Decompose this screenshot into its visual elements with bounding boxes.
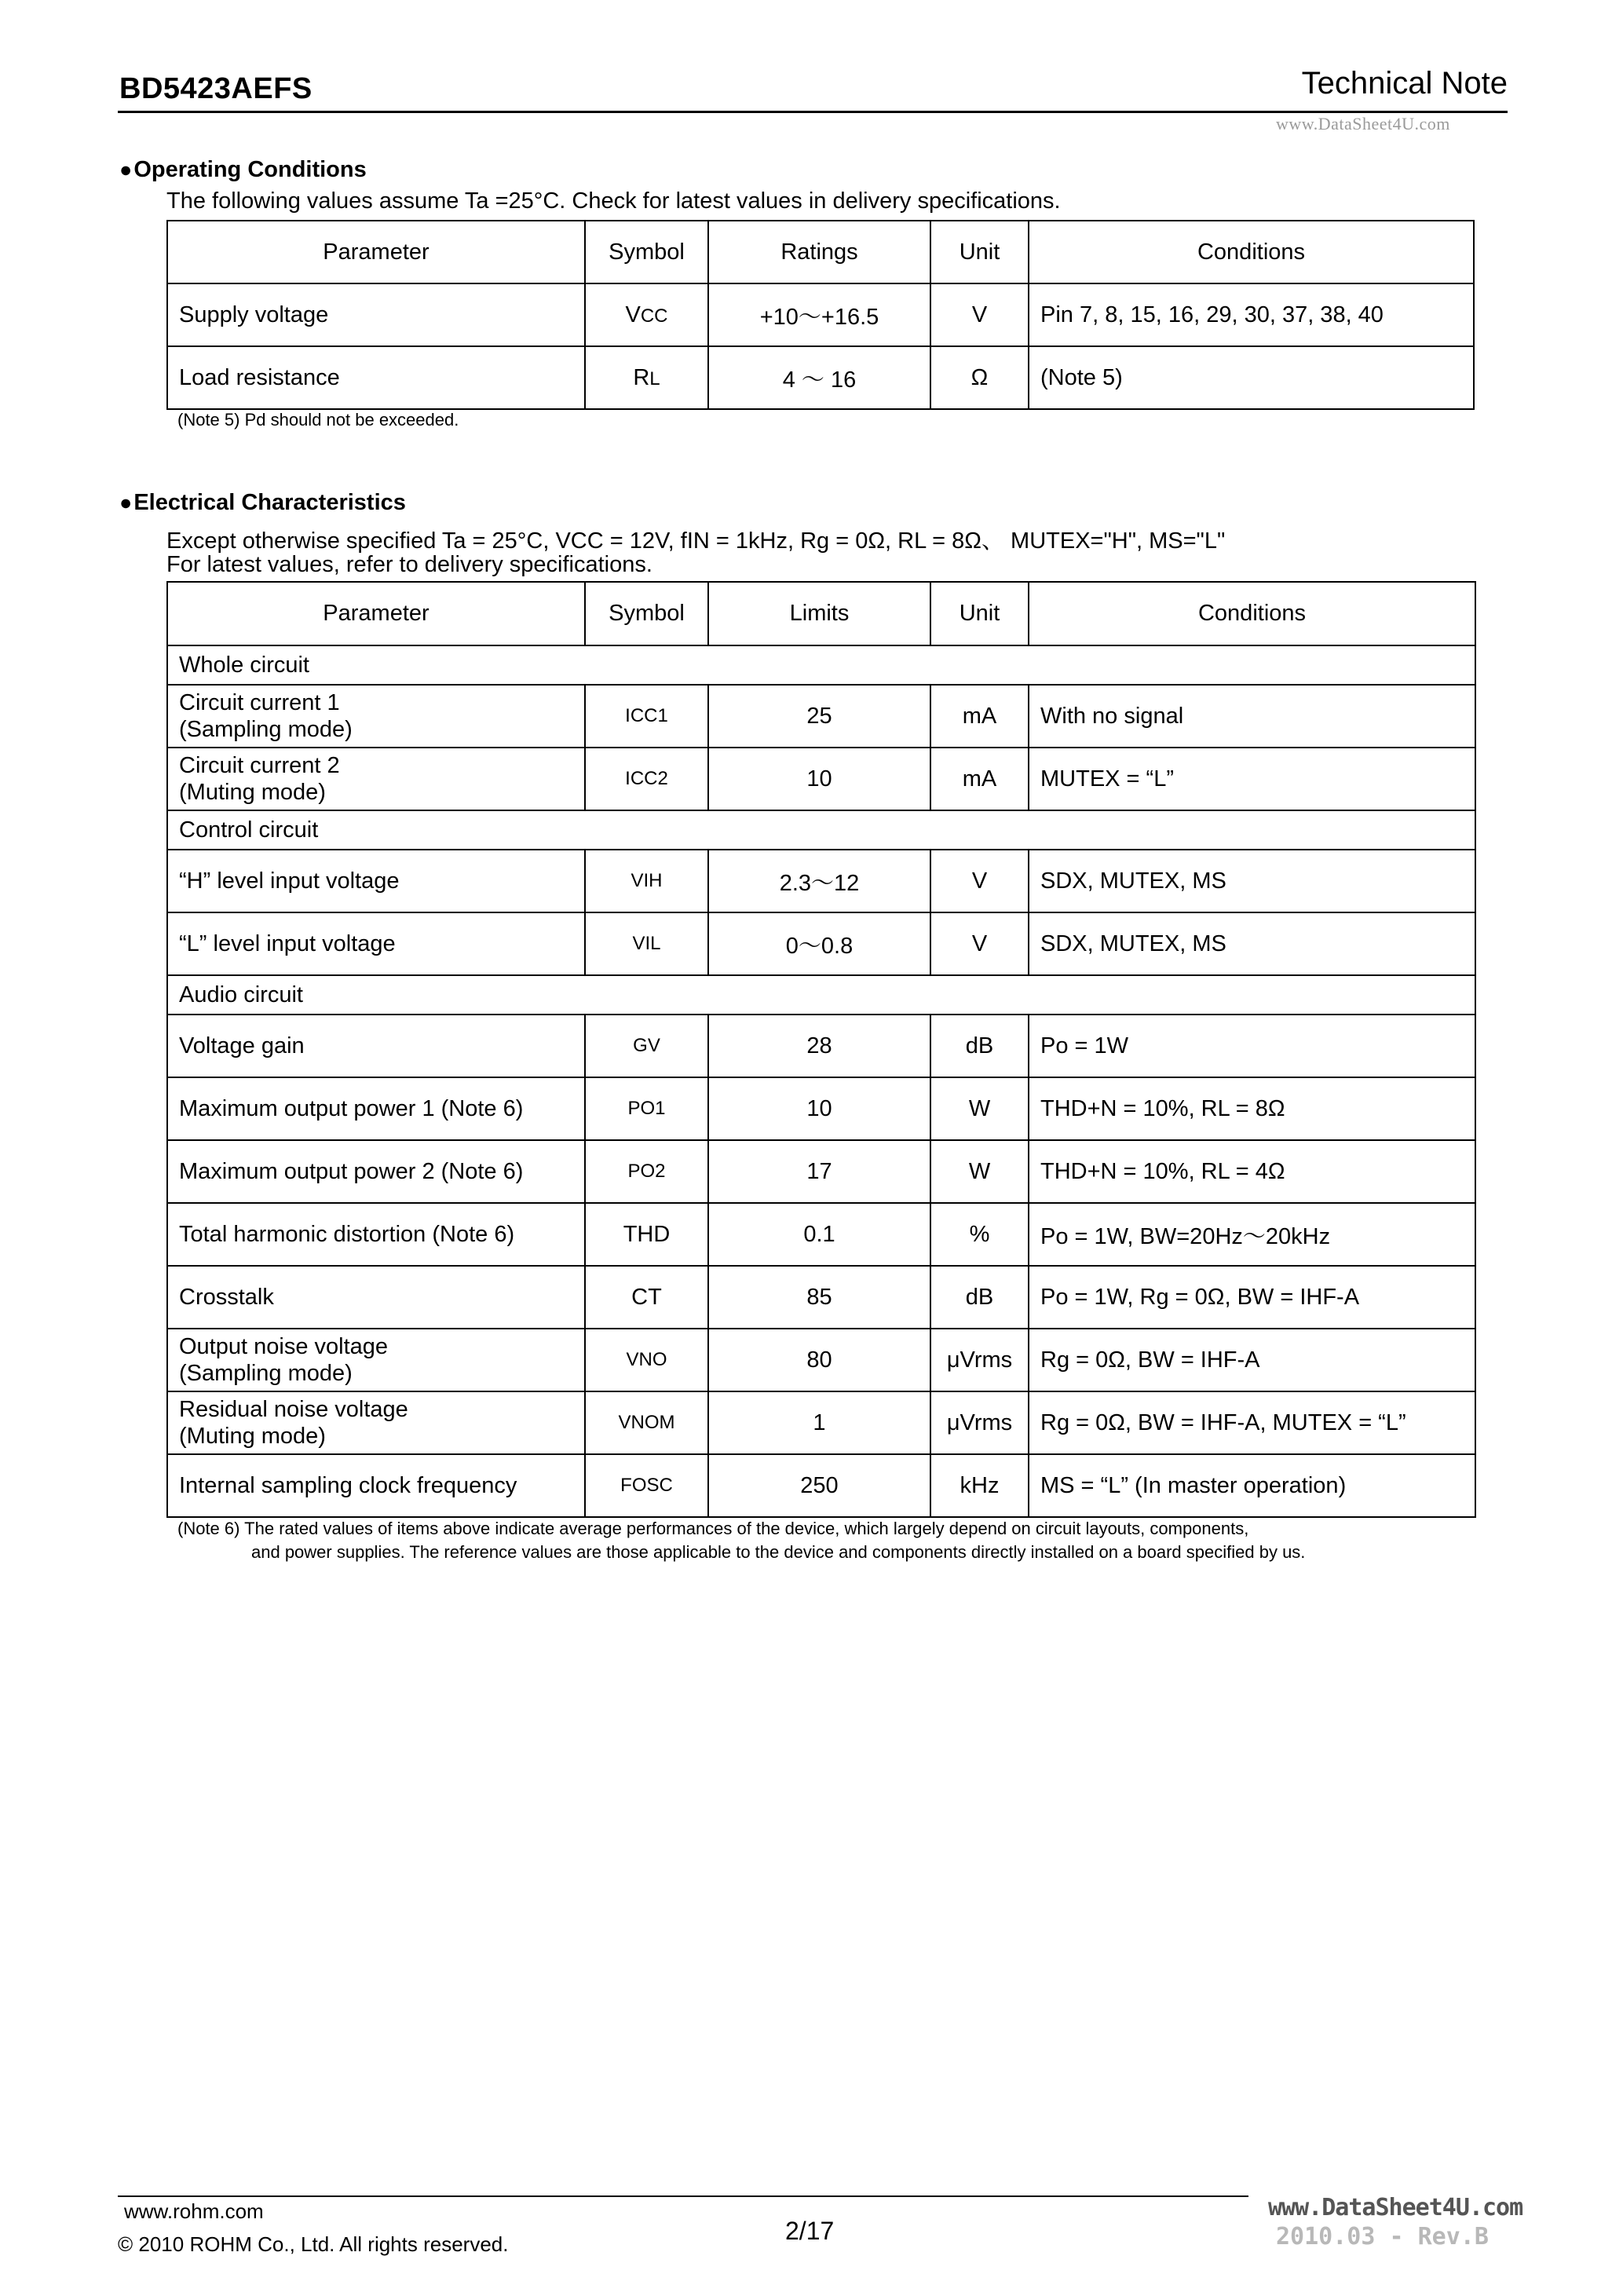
table-row — [167, 1329, 1475, 1391]
limit-cell: 2.3～12 — [708, 850, 930, 912]
parameter-cell — [167, 748, 585, 810]
parameter-cell — [167, 1329, 585, 1391]
operating-conditions-title: Operating Conditions — [133, 157, 367, 182]
parameter-cell — [167, 685, 585, 748]
limit-cell: 250 — [708, 1454, 930, 1517]
column-header: Conditions — [1029, 582, 1475, 645]
limit-cell: 17 — [708, 1140, 930, 1203]
parameter-cell: Crosstalk — [167, 1266, 585, 1329]
parameter-cell: “H” level input voltage — [167, 850, 585, 912]
electrical-characteristics-title: Electrical Characteristics — [133, 490, 406, 515]
column-header: Parameter — [167, 221, 585, 283]
column-header: Parameter — [167, 582, 585, 645]
symbol-cell: FOSC — [585, 1454, 708, 1517]
symbol-cell: VIL — [585, 912, 708, 975]
parameter-line: (Sampling mode) — [179, 717, 353, 742]
table-row — [167, 1015, 1475, 1077]
symbol-cell: ICC2 — [585, 748, 708, 810]
column-header: Limits — [708, 582, 930, 645]
page-number: 2/17 — [785, 2217, 835, 2245]
rating-cell: +10～+16.5 — [708, 283, 930, 346]
document-type: Technical Note — [1301, 66, 1508, 101]
unit-cell: W — [930, 1077, 1029, 1140]
conditions-cell: Po = 1W — [1029, 1015, 1475, 1077]
parameter-cell: Maximum output power 2 (Note 6) — [167, 1140, 585, 1203]
document-title: BD5423AEFS — [119, 72, 313, 105]
conditions-cell: Rg = 0Ω, BW = IHF-A, MUTEX = “L” — [1029, 1391, 1475, 1454]
symbol-cell — [585, 346, 708, 409]
parameter-line: (Muting mode) — [179, 1424, 326, 1449]
unit-cell: mA — [930, 685, 1029, 748]
bullet-icon: ● — [119, 491, 133, 514]
unit-cell: W — [930, 1140, 1029, 1203]
table-header-row — [167, 582, 1475, 645]
conditions-cell: SDX, MUTEX, MS — [1029, 912, 1475, 975]
conditions-cell: MUTEX = “L” — [1029, 748, 1475, 810]
parameter-line: Output noise voltage — [179, 1334, 389, 1359]
group-label-whole-circuit: Whole circuit — [167, 645, 1475, 685]
conditions-cell: THD+N = 10%, RL = 8Ω — [1029, 1077, 1475, 1140]
limit-cell: 0.1 — [708, 1203, 930, 1266]
limit-cell: 80 — [708, 1329, 930, 1391]
parameter-line: (Sampling mode) — [179, 1361, 353, 1386]
table-row — [167, 1140, 1475, 1203]
parameter-cell: “L” level input voltage — [167, 912, 585, 975]
table-row — [167, 1077, 1475, 1140]
column-header: Ratings — [708, 221, 930, 283]
bullet-icon: ● — [119, 158, 133, 181]
table-row — [167, 685, 1475, 748]
table-row — [167, 748, 1475, 810]
column-header: Symbol — [585, 221, 708, 283]
table-row — [167, 1266, 1475, 1329]
symbol-cell: PO2 — [585, 1140, 708, 1203]
table-row — [167, 850, 1475, 912]
parameter-cell: Total harmonic distortion (Note 6) — [167, 1203, 585, 1266]
symbol-cell: VNOM — [585, 1391, 708, 1454]
table-row — [167, 1454, 1475, 1517]
conditions-cell: With no signal — [1029, 685, 1475, 748]
unit-cell: dB — [930, 1266, 1029, 1329]
unit-cell: μVrms — [930, 1329, 1029, 1391]
electrical-characteristics-table — [166, 581, 1476, 1518]
conditions-cell: (Note 5) — [1029, 346, 1474, 409]
symbol-cell: THD — [585, 1203, 708, 1266]
table-row — [167, 1391, 1475, 1454]
electrical-characteristics-heading — [119, 490, 406, 516]
symbol-cell: GV — [585, 1015, 708, 1077]
table-row — [167, 346, 1474, 409]
group-label-control-circuit: Control circuit — [167, 810, 1475, 850]
parameter-cell: Supply voltage — [167, 283, 585, 346]
parameter-cell: Load resistance — [167, 346, 585, 409]
conditions-cell: Po = 1W, Rg = 0Ω, BW = IHF-A — [1029, 1266, 1475, 1329]
parameter-line: Circuit current 2 — [179, 753, 340, 778]
electrical-intro-line2: For latest values, refer to delivery specifications. — [166, 552, 652, 577]
conditions-cell: Pin 7, 8, 15, 16, 29, 30, 37, 38, 40 — [1029, 283, 1474, 346]
parameter-cell: Maximum output power 1 (Note 6) — [167, 1077, 585, 1140]
table-row — [167, 912, 1475, 975]
limit-cell: 10 — [708, 1077, 930, 1140]
electrical-intro-line1: Except otherwise specified Ta = 25°C, VCC = 12V, fIN = 1kHz, Rg = 0Ω, RL = 8Ω、 MUTEX="H", MS="L" — [166, 528, 1226, 554]
header-watermark: www.DataSheet4U.com — [1276, 114, 1450, 133]
table-row — [167, 283, 1474, 346]
parameter-line: Residual noise voltage — [179, 1397, 408, 1422]
note-6-line2: and power supplies. The reference values are those applicable to the device and components directly installed on a board specified by us. — [251, 1542, 1306, 1562]
footer-rule — [118, 2195, 1248, 2197]
symbol-main: R — [633, 364, 650, 390]
footer-url[interactable]: www.rohm.com — [124, 2199, 264, 2223]
parameter-line: Circuit current 1 — [179, 690, 340, 715]
symbol-main: V — [625, 302, 641, 327]
parameter-line: (Muting mode) — [179, 780, 326, 805]
unit-cell: mA — [930, 748, 1029, 810]
operating-conditions-heading — [119, 157, 367, 183]
parameter-cell — [167, 1391, 585, 1454]
unit-cell: Ω — [930, 346, 1029, 409]
limit-cell: 25 — [708, 685, 930, 748]
note-5: (Note 5) Pd should not be exceeded. — [177, 410, 459, 430]
symbol-sub: L — [649, 367, 660, 389]
column-header: Unit — [930, 221, 1029, 283]
unit-cell: V — [930, 283, 1029, 346]
revision-date: 2010.03 - Rev.B — [1276, 2223, 1489, 2250]
unit-cell: μVrms — [930, 1391, 1029, 1454]
limit-cell: 85 — [708, 1266, 930, 1329]
symbol-cell: CT — [585, 1266, 708, 1329]
parameter-cell: Voltage gain — [167, 1015, 585, 1077]
table-header-row — [167, 221, 1474, 283]
symbol-cell — [585, 283, 708, 346]
symbol-cell: PO1 — [585, 1077, 708, 1140]
group-row — [167, 975, 1475, 1015]
symbol-sub: CC — [640, 305, 668, 327]
symbol-cell: VIH — [585, 850, 708, 912]
unit-cell: dB — [930, 1015, 1029, 1077]
conditions-cell: Rg = 0Ω, BW = IHF-A — [1029, 1329, 1475, 1391]
header-rule — [118, 111, 1508, 113]
group-label-audio-circuit: Audio circuit — [167, 975, 1475, 1015]
conditions-cell: SDX, MUTEX, MS — [1029, 850, 1475, 912]
limit-cell: 1 — [708, 1391, 930, 1454]
footer-watermark: www.DataSheet4U.com — [1268, 2194, 1523, 2221]
limit-cell: 28 — [708, 1015, 930, 1077]
unit-cell: kHz — [930, 1454, 1029, 1517]
group-row — [167, 645, 1475, 685]
group-row — [167, 810, 1475, 850]
limit-cell: 0～0.8 — [708, 912, 930, 975]
footer-copyright: © 2010 ROHM Co., Ltd. All rights reserved. — [118, 2232, 509, 2256]
unit-cell: V — [930, 850, 1029, 912]
symbol-cell: VNO — [585, 1329, 708, 1391]
conditions-cell: THD+N = 10%, RL = 4Ω — [1029, 1140, 1475, 1203]
limit-cell: 10 — [708, 748, 930, 810]
note-6-line1: (Note 6) The rated values of items above indicate average performances of the device, which largely depend on circuit layouts, components, — [177, 1519, 1249, 1538]
operating-conditions-intro: The following values assume Ta =25°C. Check for latest values in delivery specifications. — [166, 188, 1061, 214]
column-header: Unit — [930, 582, 1029, 645]
unit-cell: V — [930, 912, 1029, 975]
conditions-cell: MS = “L” (In master operation) — [1029, 1454, 1475, 1517]
conditions-cell: Po = 1W, BW=20Hz～20kHz — [1029, 1203, 1475, 1266]
column-header: Symbol — [585, 582, 708, 645]
operating-conditions-table — [166, 220, 1475, 410]
symbol-cell: ICC1 — [585, 685, 708, 748]
column-header: Conditions — [1029, 221, 1474, 283]
unit-cell: % — [930, 1203, 1029, 1266]
rating-cell: 4 ～ 16 — [708, 346, 930, 409]
table-row — [167, 1203, 1475, 1266]
parameter-cell: Internal sampling clock frequency — [167, 1454, 585, 1517]
